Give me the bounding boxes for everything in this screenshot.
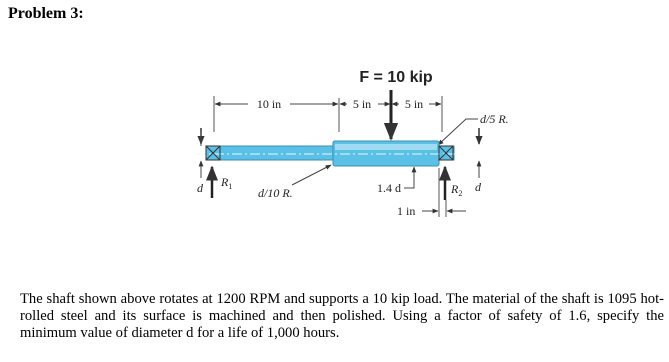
- fillet-leader-left: [292, 165, 331, 185]
- shaft-small-left: [206, 146, 336, 160]
- fillet-label-right: d/5 R.: [480, 112, 509, 126]
- problem-title: Problem 3:: [8, 5, 84, 22]
- big-diameter-label: 1.4 d: [377, 181, 401, 195]
- dim-5in-right-label: 5 in: [404, 97, 424, 111]
- force-label: F = 10 kip: [359, 69, 433, 86]
- shaft-large-highlight: [335, 144, 437, 150]
- dim-5in-left-label: 5 in: [352, 97, 372, 111]
- dim-1in-label: 1 in: [397, 204, 416, 218]
- reaction-label-right: $R_2$: [451, 182, 463, 198]
- dim-10in-label: 10 in: [256, 97, 282, 111]
- diameter-left-label: d: [197, 181, 203, 195]
- reaction-label-left: $R_1$: [221, 175, 233, 191]
- diameter-right-label: d: [475, 180, 481, 194]
- fillet-label-left: d/10 R.: [258, 186, 293, 200]
- fillet-leader-right: [438, 119, 478, 145]
- big-diameter-leader: [404, 167, 414, 188]
- problem-statement: The shaft shown above rotates at 1200 RPM and supports a 10 kip load. The material of the shaft is 1095 hot-rolled steel and its surface is machined and then polished. Using a factor of safety of 1.6, specify the minimum value of diameter d for a life of 1,000 hours.: [20, 291, 664, 341]
